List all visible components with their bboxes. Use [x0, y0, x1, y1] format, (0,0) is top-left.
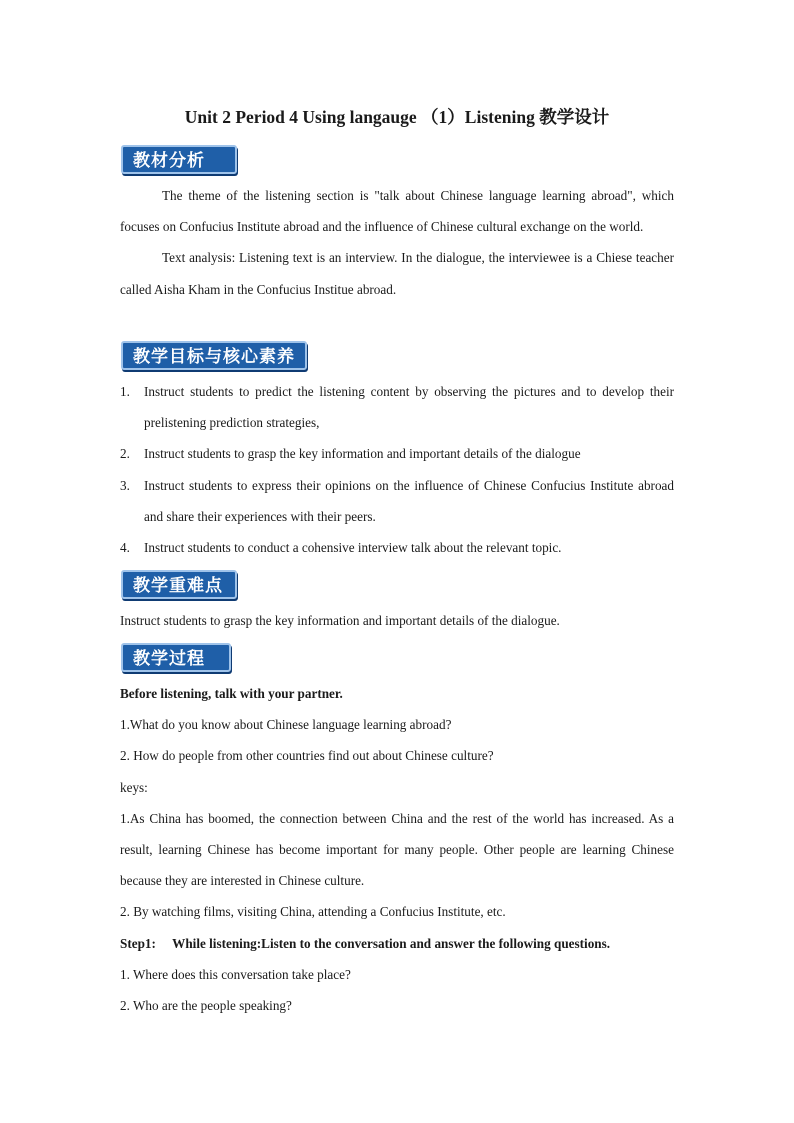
- step1-heading: Step1: While listening:Listen to the conversation and answer the following questions.: [120, 935, 611, 951]
- analysis-paragraph: The theme of the listening section is "talk about Chinese language learning abroad", which focuses on Confucius Institute abroad and the influence of Chinese cultural exchange on the world.: [120, 188, 674, 235]
- analysis-paragraph: Text analysis: Listening text is an interview. In the dialogue, the interviewee is a Chiese teacher called Aisha Kham in the Confucius Institue abroad.: [120, 250, 674, 297]
- item-text: Instruct students to conduct a cohensive interview talk about the relevant topic.: [144, 540, 562, 556]
- question: 1.What do you know about Chinese language learning abroad?: [120, 717, 452, 733]
- objectives-list: [120, 376, 674, 563]
- answer-key: 1.As China has boomed, the connection between China and the rest of the world has increased. As a result, learning Chinese has become important for many people. Other people are learning Chinese because they are interested in Chinese culture.: [120, 810, 674, 889]
- item-text: Instruct students to express their opinions on the influence of Chinese Confucius Institute abroad and share their experiences with their peers.: [144, 477, 674, 524]
- section-heading-objectives: 教学目标与核心素养: [121, 341, 307, 370]
- item-text: Instruct students to grasp the key information and important details of the dialogue: [144, 446, 581, 462]
- section-heading-difficulty: 教学重难点: [121, 570, 237, 599]
- item-number: 4.: [120, 540, 130, 556]
- item-text: Instruct students to predict the listening content by observing the pictures and to develop their prelistening prediction strategies,: [144, 384, 674, 431]
- question: 2. Who are the people speaking?: [120, 998, 292, 1014]
- process-text: [120, 678, 674, 1021]
- keys-label: keys:: [120, 779, 148, 795]
- section-heading-analysis: 教材分析: [121, 145, 237, 174]
- page-title: Unit 2 Period 4 Using langauge （1）Listening 教学设计: [184, 107, 610, 127]
- list-item: [120, 532, 674, 563]
- list-item: [120, 438, 674, 469]
- before-listening-heading: Before listening, talk with your partner.: [120, 686, 343, 701]
- question: 1. Where does this conversation take place?: [120, 966, 351, 982]
- list-item: [120, 376, 674, 438]
- item-number: 3.: [120, 477, 130, 493]
- item-number: 1.: [120, 384, 130, 399]
- answer-key: 2. By watching films, visiting China, attending a Confucius Institute, etc.: [120, 904, 506, 920]
- section-heading-process: 教学过程: [121, 643, 231, 672]
- difficulty-text: Instruct students to grasp the key information and important details of the dialogue.: [120, 613, 560, 628]
- item-number: 2.: [120, 446, 130, 462]
- analysis-text: [120, 180, 674, 305]
- list-item: [120, 470, 674, 532]
- question: 2. How do people from other countries find out about Chinese culture?: [120, 748, 494, 764]
